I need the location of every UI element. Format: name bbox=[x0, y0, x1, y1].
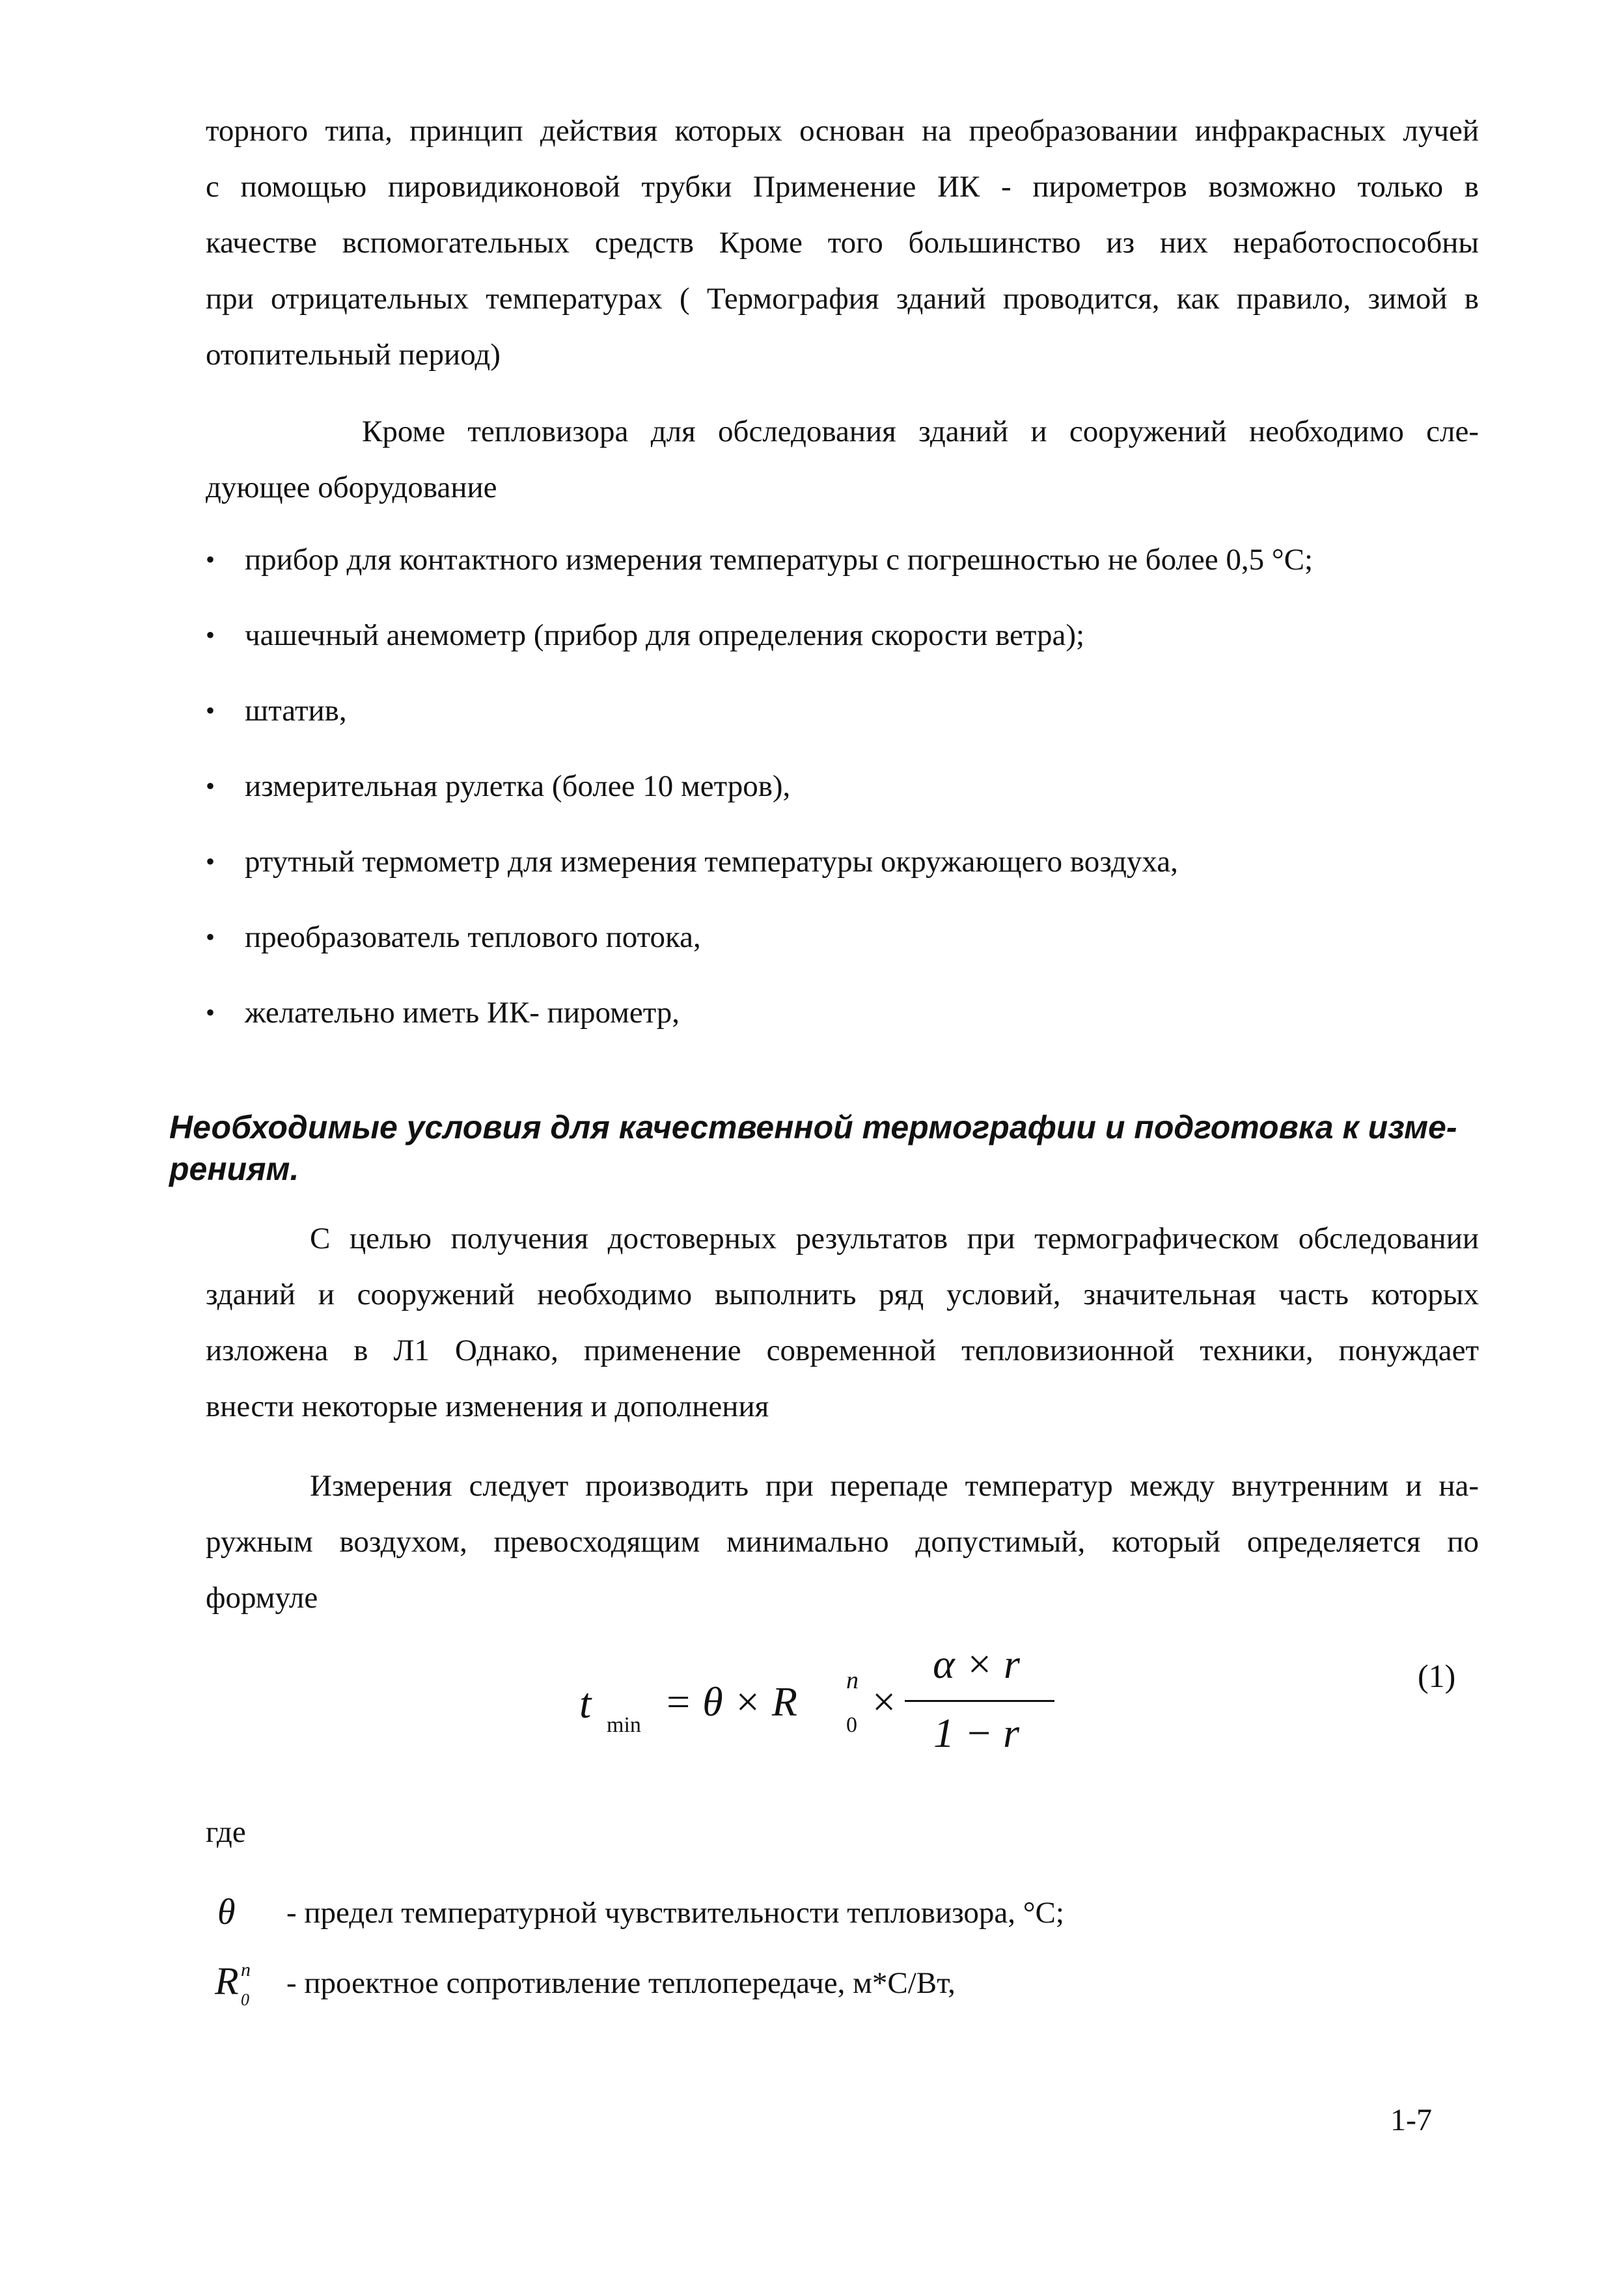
bullet-icon: • bbox=[206, 922, 215, 952]
list-item-text: преобразователь теплового потока, bbox=[245, 920, 701, 954]
formula-middle: = θ × R bbox=[664, 1679, 797, 1725]
r0-symbol bbox=[215, 1959, 251, 2009]
text-line: С целью получения достоверных результатов при термографическом обследовании bbox=[310, 1222, 1479, 1255]
formula-numerator: α × r bbox=[933, 1641, 1020, 1687]
r0-symbol-letter: R bbox=[215, 1960, 239, 2003]
list-item bbox=[206, 760, 1313, 836]
bullet-icon: • bbox=[206, 620, 215, 650]
text-line: ружным воздухом, превосходящим минимально допустимый, который определяется по bbox=[206, 1525, 1479, 1559]
text-line: с помощью пировидиконовой трубки Применение ИК - пирометров возможно только в bbox=[206, 170, 1479, 204]
list-item bbox=[206, 534, 1313, 609]
formula-denominator: 1 − r bbox=[933, 1710, 1020, 1756]
paragraph-intro bbox=[206, 103, 1479, 383]
theta-symbol: θ bbox=[217, 1892, 236, 1932]
bullet-icon: • bbox=[206, 545, 215, 574]
formula-r-subscript: 0 bbox=[846, 1713, 857, 1737]
section-heading: Необходимые условия для качественной термографии и подготовка к изме-рениям. bbox=[169, 1109, 1457, 1187]
text-line: изложена в Л1 Однако, применение современной тепловизионной техники, понуждает bbox=[206, 1334, 1479, 1367]
text-line: качестве вспомогательных средств Кроме того большинство из них неработоспособны bbox=[206, 226, 1479, 260]
definition-text: - предел температурной чувствительности тепловизора, °С; bbox=[286, 1896, 1064, 1930]
r0-symbol-superscript: n bbox=[241, 1959, 251, 1981]
definition-text: - проектное сопротивление теплопередаче, м*С/Вт, bbox=[286, 1966, 956, 2000]
equipment-list bbox=[206, 534, 1313, 1062]
bullet-icon: • bbox=[206, 696, 215, 725]
bullet-icon: • bbox=[206, 847, 215, 876]
formula-lhs: t bbox=[579, 1680, 592, 1727]
list-item-text: желательно иметь ИК- пирометр, bbox=[245, 996, 680, 1030]
text-line: Кроме тепловизора для обследования зданий и сооружений необходимо сле- bbox=[362, 415, 1479, 448]
paragraph-measurements bbox=[206, 1458, 1479, 1626]
list-item bbox=[206, 911, 1313, 987]
equation-number: (1) bbox=[1418, 1658, 1456, 1694]
list-item bbox=[206, 987, 1313, 1062]
list-item bbox=[206, 609, 1313, 685]
list-item-text: чашечный анемометр (прибор для определения скорости ветра); bbox=[245, 618, 1085, 652]
where-label: где bbox=[206, 1815, 246, 1849]
paragraph-equipment-intro bbox=[206, 404, 1479, 515]
text-line: при отрицательных температурах ( Термография зданий проводится, как правило, зимой в bbox=[206, 282, 1479, 316]
list-item bbox=[206, 836, 1313, 911]
formula-r-superscript: n bbox=[846, 1667, 859, 1694]
text-line: зданий и сооружений необходимо выполнить ряд условий, значительная часть которых bbox=[206, 1278, 1479, 1311]
page-number: 1-7 bbox=[1390, 2103, 1432, 2137]
list-item-text: штатив, bbox=[245, 694, 347, 728]
bullet-icon: • bbox=[206, 998, 215, 1027]
text-line: Измерения следует производить при перепаде температур между внутренним и на- bbox=[310, 1469, 1479, 1503]
formula-lhs-subscript: min bbox=[607, 1713, 641, 1737]
text-line: формуле bbox=[206, 1581, 318, 1615]
fraction-bar bbox=[905, 1700, 1054, 1702]
list-item bbox=[206, 685, 1313, 760]
text-line: внести некоторые изменения и дополнения bbox=[206, 1390, 769, 1423]
list-item-text: измерительная рулетка (более 10 метров), bbox=[245, 769, 791, 803]
list-item-text: прибор для контактного измерения температуры с погрешностью не более 0,5 °С; bbox=[245, 543, 1314, 577]
formula-times: × bbox=[872, 1679, 896, 1725]
paragraph-conditions bbox=[206, 1211, 1479, 1434]
text-line: дующее оборудование bbox=[206, 471, 497, 504]
text-line: торного типа, принцип действия которых основан на преобразовании инфракрасных лучей bbox=[206, 114, 1479, 148]
bullet-icon: • bbox=[206, 771, 215, 801]
text-line: отопительный период) bbox=[206, 338, 501, 372]
r0-symbol-subscript: 0 bbox=[241, 1990, 249, 2009]
list-item-text: ртутный термометр для измерения температуры окружающего воздуха, bbox=[245, 845, 1178, 879]
formula-tmin bbox=[566, 1640, 1152, 1770]
